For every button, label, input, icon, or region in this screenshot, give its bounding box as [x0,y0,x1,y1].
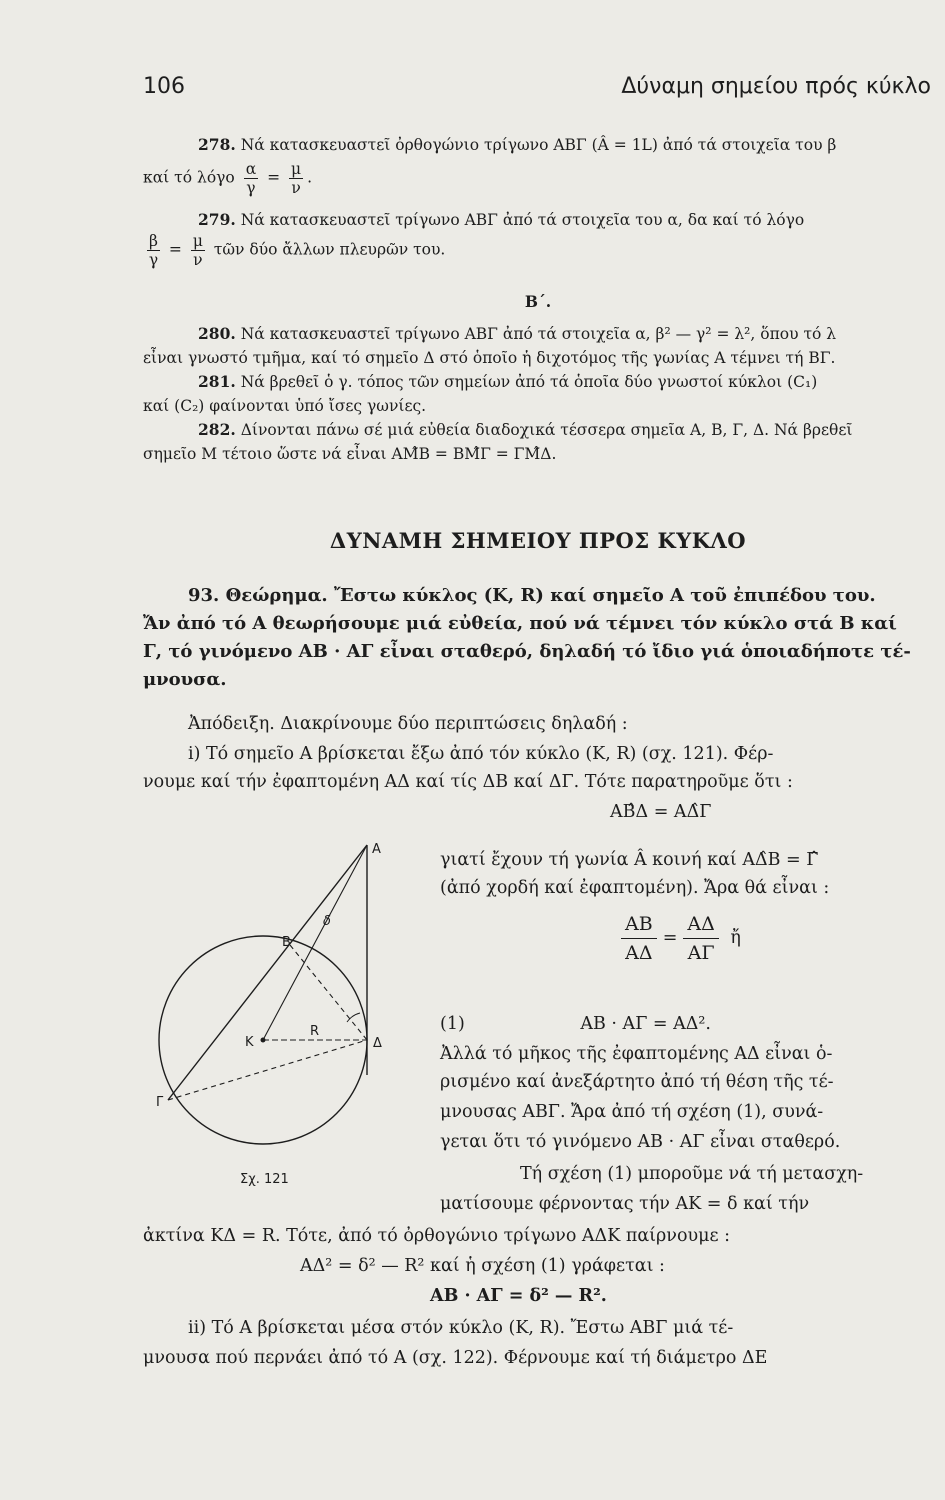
theorem-line4: μνουσα. [143,669,227,690]
problem-281-line2: καί (C₂) φαίνονται ὑπό ἴσες γωνίες. [143,397,427,415]
equation-1: ΑΒ · ΑΓ = ΑΔ². [580,1014,711,1034]
secant-abg [168,845,367,1100]
problem-278-cont: καί τό λόγο [143,168,235,187]
frac-num: α [245,160,257,178]
frac-num: ΑΔ [683,910,718,939]
theorem-line3: Γ, τό γινόμενο ΑΒ · ΑΓ εἶναι σταθερό, δηλαδή τό ἴδιο γιά ὁποιαδήποτε τέ- [143,641,911,662]
problem-280-line2: εἶναι γνωστό τμῆμα, καί τό σημεῖο Δ στό ὁποῖο ἡ διχοτόμος τῆς γωνίας Α τέμνει τή ΒΓ. [143,349,836,367]
frac-num: ΑΒ [621,910,657,939]
similar-triangles-eq: ΑΒ̂Δ = ΑΔ̂Γ [610,802,712,822]
problem-279-text: Νά κατασκευαστεῖ τρίγωνο ΑΒΓ ἀπό τά στοιχεῖα του α, δα καί τό λόγο [240,211,805,229]
proof-line4: ἀκτίνα ΚΔ = R. Τότε, ἀπό τό ὀρθογώνιο τρίγωνο ΑΔΚ παίρνουμε : [143,1226,731,1246]
label-gamma: Γ [156,1095,164,1110]
frac-den: γ [148,251,159,269]
theorem-line1: 93. Θεώρημα. Ἔστω κύκλος (Κ, R) καί σημεῖο Α τοῦ ἐπιπέδου του. [188,585,876,606]
proof-right6: γεται ὅτι τό γινόμενο ΑΒ · ΑΓ εἶναι σταθερό. [440,1132,841,1152]
proof-right2: (ἀπό χορδή καί ἐφαπτομένη). Ἄρα θά εἶναι : [440,878,830,898]
label-r: R [310,1024,320,1039]
or-word: ἤ [730,928,741,948]
proof-right7: Τή σχέση (1) μποροῦμε νά τή μετασχη- [520,1164,864,1184]
period: . [307,168,313,187]
problem-279-cont: τῶν δύο ἄλλων πλευρῶν του. [213,240,446,259]
problem-279-line2: $\frac{\beta}{\gamma}$ = $\frac{\mu}{\nu}$ τῶν δύο ἄλλων πλευρῶν του. [148,232,446,269]
problem-278-text: Νά κατασκευαστεῖ ὀρθογώνιο τρίγωνο ΑΒΓ (Â = 1L) ἀπό τά στοιχεῖα του β [240,136,837,154]
problem-278-number: 278. [198,135,236,154]
problem-282-line2: σημεῖο Μ τέτοιο ὥστε νά εἶναι ΑΜ̂Β = ΒΜ̂Γ = ΓΜ̂Δ. [143,445,557,463]
frac-den: ΑΓ [687,942,715,964]
theorem-line2: Ἄν ἀπό τό Α θεωρήσουμε μιά εὐθεία, πού νά τέμνει τόν κύκλο στά Β καί [143,613,897,634]
proof-right1: γιατί ἔχουν τή γωνία Â κοινή καί ΑΔ̂Β = Γ̂ [440,850,819,870]
proof-line6: ΑΒ · ΑΓ = δ² — R². [430,1286,607,1306]
proof-right8: ματίσουμε φέρνοντας τήν ΑΚ = δ καί τήν [440,1194,810,1214]
proof-line7: ii) Τό Α βρίσκεται μέσα στόν κύκλο (Κ, R). Ἔστω ΑΒΓ μιά τέ- [188,1318,734,1338]
ratio-equation: $\frac{AB}{A\Delta}$ = $\frac{A\Delta}{A\Gamma}$ ἤ [615,910,815,967]
proof-right4: ρισμένο καί ἀνεξάρτητο ἀπό τή θέση τῆς τέ- [440,1072,834,1092]
frac-num: μ [291,160,302,178]
proof-line3: νουμε καί τήν ἐφαπτομένη ΑΔ καί τίς ΔΒ καί ΔΓ. Τότε παρατηροῦμε ὅτι : [143,772,793,792]
problem-279-number: 279. [198,210,236,229]
problem-281-number: 281. [198,372,236,391]
proof-line8: μνουσα πού περνάει ἀπό τό Α (σχ. 122). Φέρνουμε καί τή διάμετρο ΔΕ [143,1348,768,1368]
frac-den: ν [193,251,203,269]
problem-280-number: 280. [198,324,236,343]
running-title: Δύναμη σημείου πρός κύκλο [621,74,931,99]
frac-den: ΑΔ [625,942,653,964]
problem-282-number: 282. [198,420,236,439]
proof-line1: Ἀπόδειξη. Διακρίνουμε δύο περιπτώσεις δηλαδή : [188,714,628,734]
segment-ak [263,845,367,1040]
proof-line2: i) Τό σημεῖο Α βρίσκεται ἔξω ἀπό τόν κύκλο (Κ, R) (σχ. 121). Φέρ- [188,744,774,764]
label-delta-point: Δ [373,1036,382,1051]
figure-caption: Σχ. 121 [240,1172,289,1187]
frac-den: γ [246,179,256,197]
center-k-dot [261,1038,266,1043]
label-a: A [372,842,381,857]
problem-280-text: Νά κατασκευαστεῖ τρίγωνο ΑΒΓ ἀπό τά στοιχεῖα α, β² — γ² = λ², ὅπου τό λ [240,325,837,343]
proof-right3: Ἀλλά τό μῆκος τῆς ἐφαπτομένης ΑΔ εἶναι ὁ- [440,1044,833,1064]
proof-right5: μνουσας ΑΒΓ. Ἄρα ἀπό τή σχέση (1), συνά- [440,1102,824,1122]
frac-num: β [149,232,158,250]
frac-num: μ [192,232,203,250]
frac-den: ν [291,179,301,197]
label-delta-length: δ [323,914,331,929]
section-b-label: Β΄. [524,292,552,311]
problem-282-text: Δίνονται πάνω σέ μιά εὐθεία διαδοχικά τέσσερα σημεῖα Α, Β, Γ, Δ. Νά βρεθεῖ [240,421,853,439]
label-b: B [282,935,291,950]
page-number: 106 [143,74,185,99]
problem-278-line2: καί τό λόγο $\frac{\alpha}{\gamma}$ = $\frac{\mu}{\nu}$ . [143,160,313,197]
problem-281-text: Νά βρεθεῖ ὁ γ. τόπος τῶν σημείων ἀπό τά ὁποῖα δύο γνωστοί κύκλοι (C₁) [240,373,818,391]
label-k: K [245,1035,254,1050]
segment-gd [168,1040,367,1100]
equation-label: (1) [440,1014,465,1034]
section-heading: ΔΥΝΑΜΗ ΣΗΜΕΙΟΥ ΠΡΟΣ ΚΥΚΛΟ [329,528,747,553]
proof-line5: ΑΔ² = δ² — R² καί ἡ σχέση (1) γράφεται : [300,1256,665,1276]
